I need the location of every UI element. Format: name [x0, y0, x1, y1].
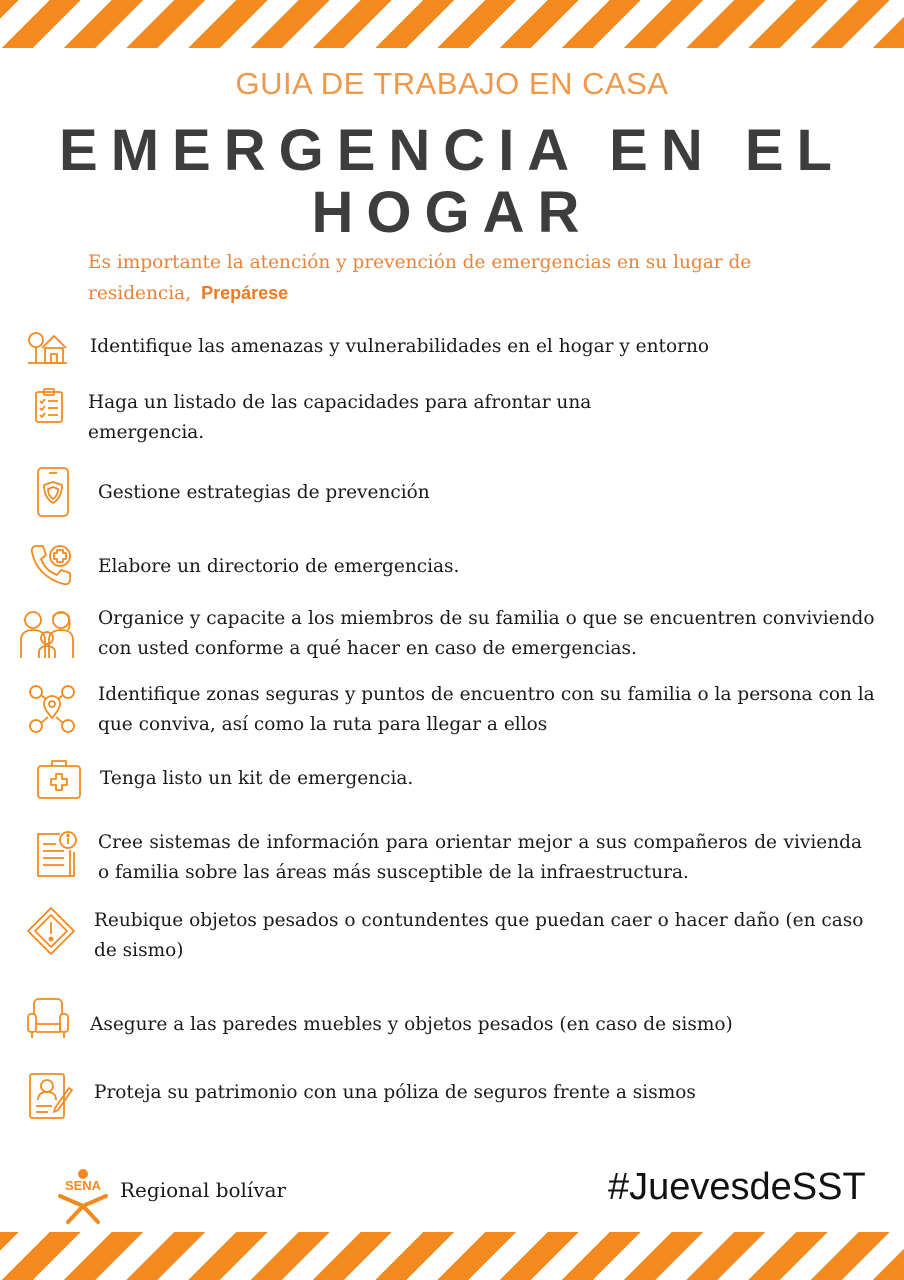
- logo-text: SENA: [64, 1178, 102, 1193]
- item-text: Elabore un directorio de emergencias.: [98, 556, 460, 577]
- meeting-point-icon: [28, 684, 76, 734]
- item-text: Identifique zonas seguras y puntos de encuentro con su familia o la persona con la que conviva, así como la ruta para llegar a ellos: [98, 684, 875, 735]
- sena-logo: [54, 1168, 112, 1224]
- warning-diamond-icon: [26, 906, 76, 956]
- first-aid-kit-icon: [36, 758, 82, 800]
- bottom-hazard-stripe: [0, 1232, 904, 1280]
- checklist-icon: [34, 388, 64, 424]
- page-subtitle: GUIA DE TRABAJO EN CASA: [235, 66, 669, 101]
- info-document-icon: [36, 830, 78, 878]
- item-text: Cree sistemas de información para orientar mejor a sus compañeros de vivienda o familia sobre las áreas más susceptible de la infraestructura.: [98, 832, 862, 883]
- family-icon: [18, 608, 76, 660]
- item-text: Proteja su patrimonio con una póliza de seguros frente a sismos: [94, 1082, 696, 1103]
- intro-text: Es importante la atención y prevención de emergencias en su lugar de residencia,: [88, 252, 752, 304]
- intro-paragraph: [88, 248, 828, 309]
- armchair-icon: [26, 996, 70, 1040]
- insurance-policy-icon: [28, 1072, 76, 1120]
- emergency-phone-icon: [28, 542, 74, 588]
- item-text: Haga un listado de las capacidades para afrontar una emergencia.: [88, 392, 592, 443]
- item-text: Gestione estrategias de prevención: [98, 482, 430, 503]
- item-text: Tenga listo un kit de emergencia.: [100, 768, 414, 789]
- page-title: EMERGENCIA EN EL HOGAR: [59, 118, 845, 245]
- intro-emphasis: Prepárese: [201, 283, 289, 303]
- item-text: Reubique objetos pesados o contundentes que puedan caer o hacer daño (en caso de sismo): [94, 910, 864, 961]
- regional-label: Regional bolívar: [120, 1178, 287, 1202]
- top-hazard-stripe: [0, 0, 904, 48]
- house-tree-icon: [26, 326, 68, 366]
- item-text: Identifique las amenazas y vulnerabilidades en el hogar y entorno: [90, 336, 710, 357]
- item-text: Organice y capacite a los miembros de su familia o que se encuentren conviviendo con usted conforme a qué hacer en caso de emergencias.: [98, 608, 875, 659]
- hashtag: #JuevesdeSST: [608, 1166, 866, 1208]
- item-text: Asegure a las paredes muebles y objetos pesados (en caso de sismo): [90, 1014, 733, 1035]
- phone-shield-icon: [36, 466, 70, 518]
